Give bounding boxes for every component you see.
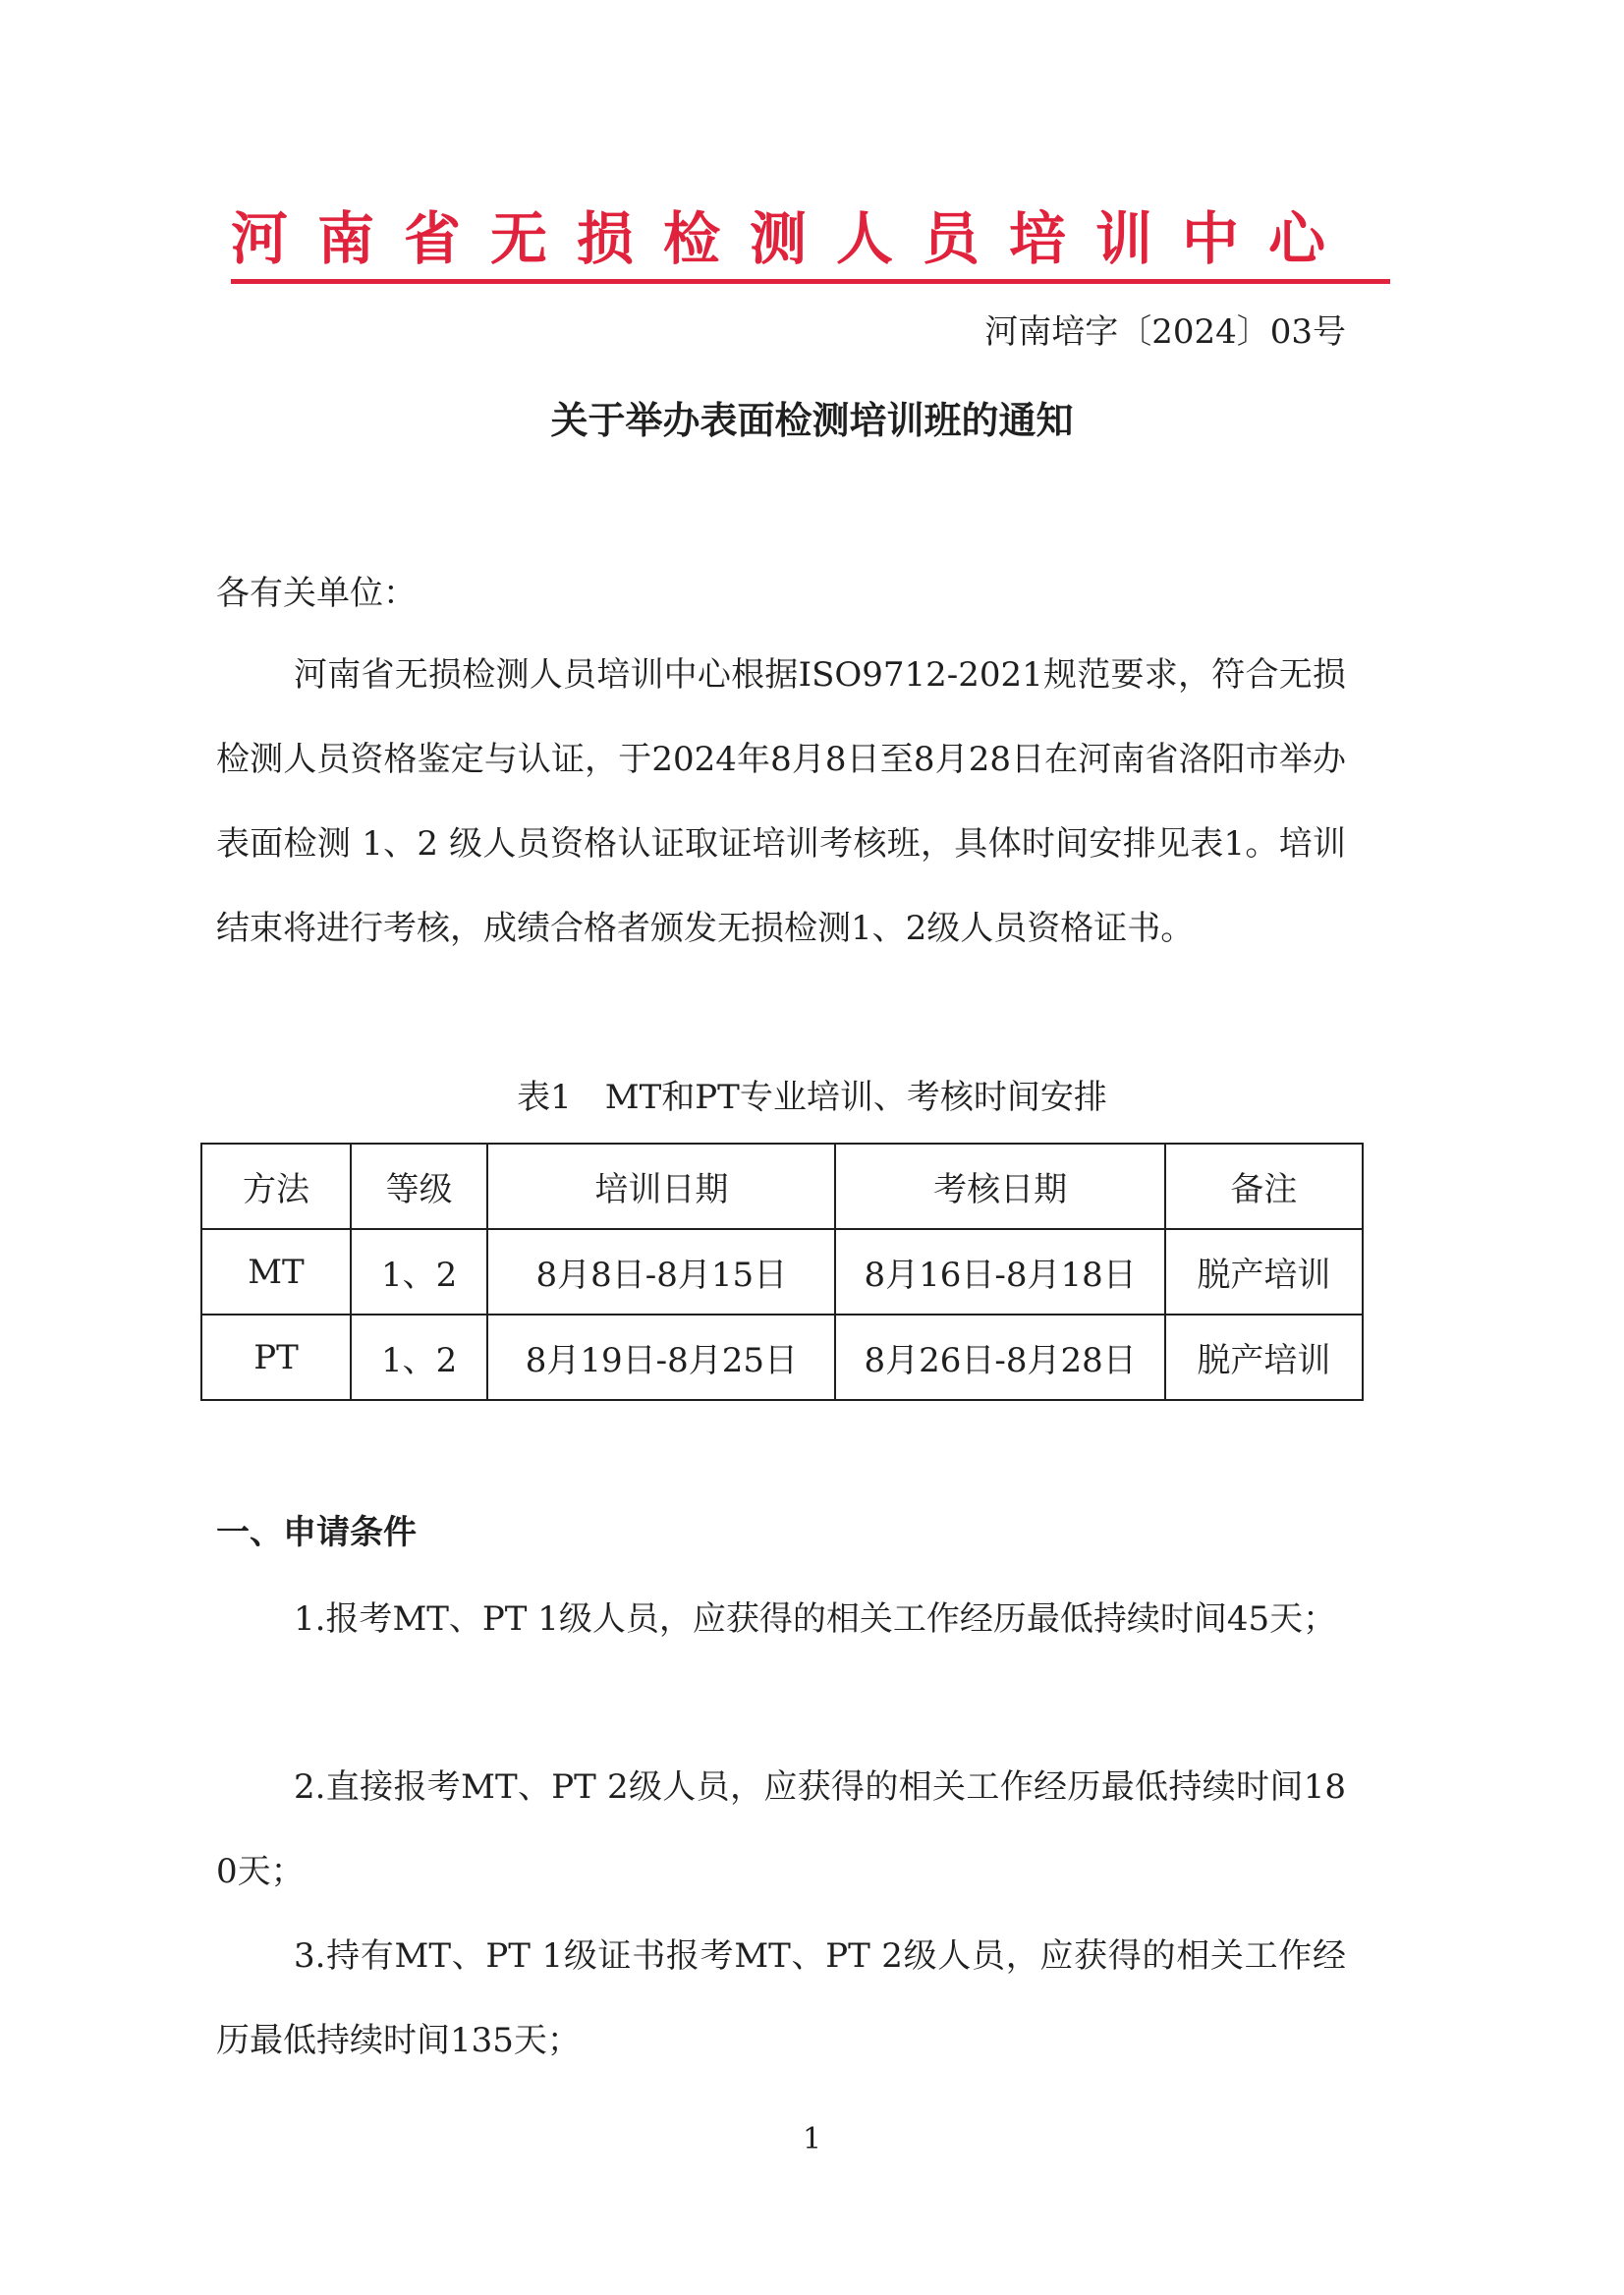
notice-title: 关于举办表面检测培训班的通知 bbox=[550, 399, 1074, 442]
table-cell: 1、2 bbox=[351, 1315, 487, 1400]
page-number: 1 bbox=[802, 2122, 822, 2156]
table-header-row bbox=[201, 1144, 1363, 1229]
header-cell-exam-date: 考核日期 bbox=[835, 1144, 1164, 1229]
body-paragraph: 河南省无损检测人员培训中心根据ISO9712-2021规范要求，符合无损检测人员资格鉴定与认证，于2024年8月8日至8月28日在河南省洛阳市举办表面检测 1、2 级人员资格认证取证培训考核班，具体时间安排见表1。培训结束将进行考核，成绩合格者颁发无损检测1、2级人员资格证书。 bbox=[216, 655, 1346, 948]
table-caption: 表1 MT和PT专业培训、考核时间安排 bbox=[517, 1078, 1107, 1117]
table-cell: PT bbox=[201, 1315, 351, 1400]
condition-item-3: 3.持有MT、PT 1级证书报考MT、PT 2级人员，应获得的相关工作经历最低持续时间135天； bbox=[216, 1936, 1346, 2060]
salutation: 各有关单位： bbox=[216, 574, 417, 613]
table-cell: MT bbox=[201, 1229, 351, 1315]
header-cell-method: 方法 bbox=[201, 1144, 351, 1229]
table-row bbox=[201, 1315, 1363, 1400]
document-number: 河南培字〔2024〕03号 bbox=[984, 312, 1346, 352]
table-cell: 脱产培训 bbox=[1165, 1315, 1363, 1400]
table-cell: 8月16日-8月18日 bbox=[835, 1229, 1164, 1315]
table-cell: 脱产培训 bbox=[1165, 1229, 1363, 1315]
table-cell: 8月19日-8月25日 bbox=[487, 1315, 835, 1400]
table-cell: 1、2 bbox=[351, 1229, 487, 1315]
header-cell-remarks: 备注 bbox=[1165, 1144, 1363, 1229]
table-cell: 8月26日-8月28日 bbox=[835, 1315, 1164, 1400]
condition-item-2: 2.直接报考MT、PT 2级人员，应获得的相关工作经历最低持续时间180天； bbox=[216, 1767, 1346, 1891]
section-heading: 一、申请条件 bbox=[216, 1513, 417, 1552]
header-cell-training-date: 培训日期 bbox=[487, 1144, 835, 1229]
header-red-rule bbox=[231, 279, 1390, 284]
condition-item-1: 1.报考MT、PT 1级人员，应获得的相关工作经历最低持续时间45天； bbox=[294, 1599, 1337, 1639]
organization-header: 河南省无损检测人员培训中心 bbox=[231, 205, 1356, 272]
header-cell-level: 等级 bbox=[351, 1144, 487, 1229]
table-row bbox=[201, 1229, 1363, 1315]
schedule-table bbox=[200, 1143, 1364, 1401]
table-cell: 8月8日-8月15日 bbox=[487, 1229, 835, 1315]
